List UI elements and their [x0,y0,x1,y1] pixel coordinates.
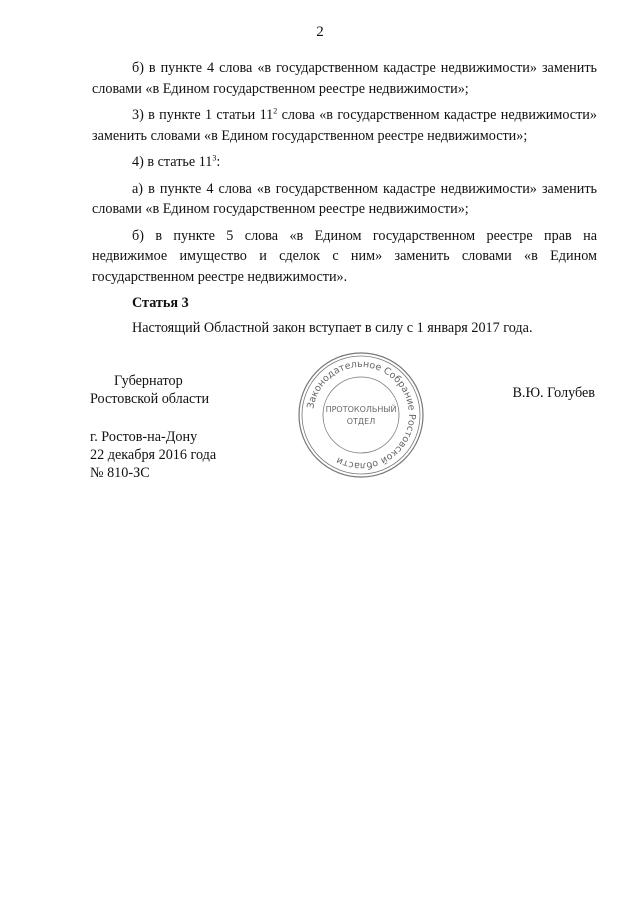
superscript: 2 [273,106,278,116]
paragraph-2: 3) в пункте 1 статьи $11^2$ слова «в государственном кадастре недвижимости» заменить словами «в Едином государственном реестре недвижимости»; [92,106,597,144]
article-title: Статья 3 [132,295,189,311]
paragraph-5: б) в пункте 5 слова «в Едином государственном реестре прав на недвижимое имущество и сделок с ним» заменить словами «в Едином государственном реестре недвижимости». [92,227,597,285]
article-text: Настоящий Областной закон вступает в силу с 1 января 2017 года. [132,319,533,336]
superscript: 3 [212,153,217,163]
page-number: 2 [316,24,324,40]
signatory-position [90,372,209,408]
date: 22 декабря 2016 года [90,447,217,463]
place-date-block [90,428,216,482]
paragraph-4: а) в пункте 4 слова «в государственном кадастре недвижимости» заменить словами «в Едином государственном реестре недвижимости»; [92,180,597,217]
stamp-ring-text: Законодательное Собрание Ростовской области [305,358,418,472]
document-body [92,58,597,344]
city: г. Ростов-на-Дону [90,429,198,445]
law-number: № 810-ЗС [90,465,150,481]
signatory-name: В.Ю. Голубев [512,385,595,401]
stamp-center-line-2: ОТДЕЛ [346,417,376,426]
paragraph-3: 4) в статье $11^3$: [132,153,221,170]
position-line-2: Ростовской области [90,391,210,407]
paragraph-1: б) в пункте 4 слова «в государственном кадастре недвижимости» заменить словами «в Едином государственном реестре недвижимости»; [92,60,597,97]
stamp-center-line-1: ПРОТОКОЛЬНЫЙ [325,405,397,414]
official-stamp [296,350,426,480]
position-line-1: Губернатор [114,373,183,389]
